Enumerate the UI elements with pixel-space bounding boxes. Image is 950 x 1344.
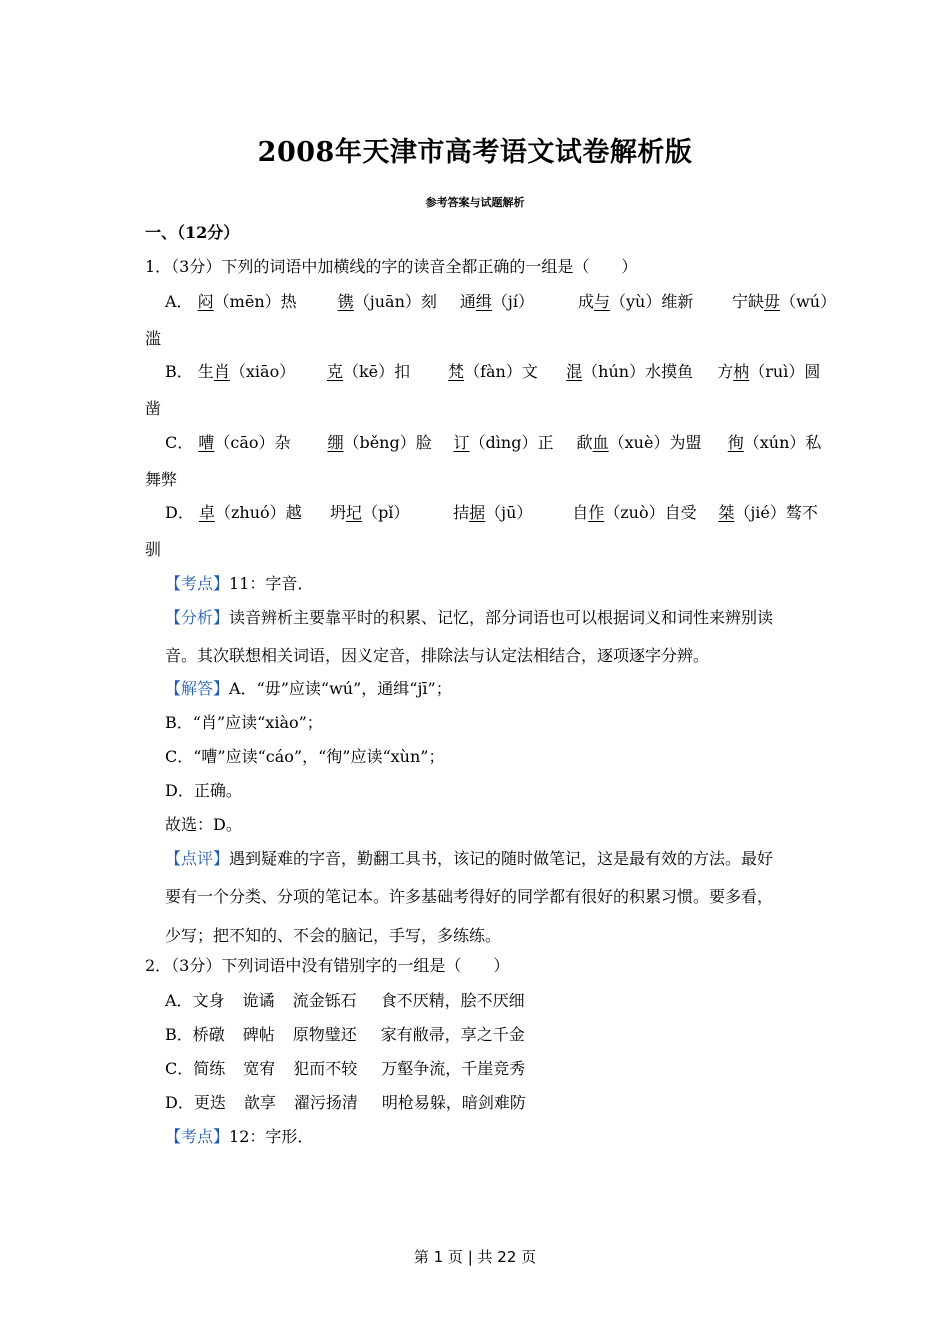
- q2-option-c: C．简练 宽宥 犯而不较 万壑争流，千崖竞秀: [165, 1059, 526, 1078]
- q2-option-d: D．更迭 歆享 濯污扬清 明枪易躲，暗剑难防: [165, 1093, 526, 1112]
- q1-dianping-line2: 要有一个分类、分项的笔记本。许多基础考得好的同学都有很好的积累习惯。要多看，: [165, 887, 774, 906]
- q1-dianping-line3: 少写；把不知的、不会的脑记，手写，多练练。: [165, 926, 502, 945]
- q1-jieda-line1: 【解答】A．“毋”应读“wú”，通缉“jī”；: [165, 679, 452, 698]
- q1-option-c-wrap: 舞弊: [145, 470, 178, 489]
- section-heading: 一、（12分）: [145, 223, 240, 242]
- q1-dianping-line1: 【点评】遇到疑难的字音，勤翻工具书，该记的随时做笔记，这是最有效的方法。最好: [165, 849, 774, 868]
- q1-fenxi-line2: 音。其次联想相关词语，因义定音，排除法与认定法相结合，逐项逐字分辨。: [165, 646, 710, 665]
- question-2-stem: 2．（3分）下列词语中没有错别字的一组是（ ）: [145, 956, 510, 975]
- q1-fenxi-line1: 【分析】读音辨析主要靠平时的积累、记忆，部分词语也可以根据词义和词性来辨别读: [165, 608, 774, 627]
- dianping-tag: 【点评】: [165, 849, 230, 868]
- q1-option-c: C． 嘈（cāo）杂 绷（běng）脸 订（dìng）正 歃血（xuè）为盟 徇（xún）私: [165, 433, 822, 452]
- kaodian-tag: 【考点】: [165, 574, 230, 593]
- q1-jieda-line3: C．“嘈”应读“cáo”，“徇”应读“xùn”；: [165, 747, 445, 766]
- q1-jieda-line4: D．正确。: [165, 781, 242, 800]
- q2-option-b: B．桥礅 碑帖 原物璧还 家有敝帚，享之千金: [165, 1025, 525, 1044]
- q1-jieda-line2: B．“肖”应读“xiào”；: [165, 713, 323, 732]
- question-1-stem: 1．（3分）下列的词语中加横线的字的读音全都正确的一组是（ ）: [145, 257, 638, 276]
- page-subtitle: 参考答案与试题解析: [425, 196, 525, 209]
- q1-option-a: A． 闷（mēn）热 镌（juān）刻 通缉（jí） 成与（yù）维新 宁缺毋（wú）: [165, 292, 837, 311]
- q1-jieda-line5: 故选：D。: [165, 815, 242, 834]
- q1-option-d-wrap: 驯: [145, 540, 162, 559]
- kaodian-tag: 【考点】: [165, 1127, 230, 1146]
- q2-kaodian: 【考点】12：字形．: [165, 1127, 314, 1146]
- jieda-tag: 【解答】: [165, 679, 230, 698]
- q1-kaodian: 【考点】11：字音．: [165, 574, 314, 593]
- fenxi-tag: 【分析】: [165, 608, 230, 627]
- q2-option-a: A．文身 诡谲 流金铄石 食不厌精，脍不厌细: [165, 991, 525, 1010]
- page-title: 2008年天津市高考语文试卷解析版: [257, 137, 693, 168]
- page-footer: 第 1 页 | 共 22 页: [413, 1248, 537, 1266]
- q1-option-a-wrap: 滥: [145, 329, 162, 348]
- q1-option-b: B． 生肖（xiāo） 克（kē）扣 梵（fàn）文 混（hún）水摸鱼 方枘（ruì）圆: [165, 362, 821, 381]
- q1-option-d: D． 卓（zhuó）越 坍圮（pǐ） 拮据（jū） 自作（zuò）自受 桀（jié）骜不: [165, 503, 818, 522]
- q1-option-b-wrap: 凿: [145, 399, 162, 418]
